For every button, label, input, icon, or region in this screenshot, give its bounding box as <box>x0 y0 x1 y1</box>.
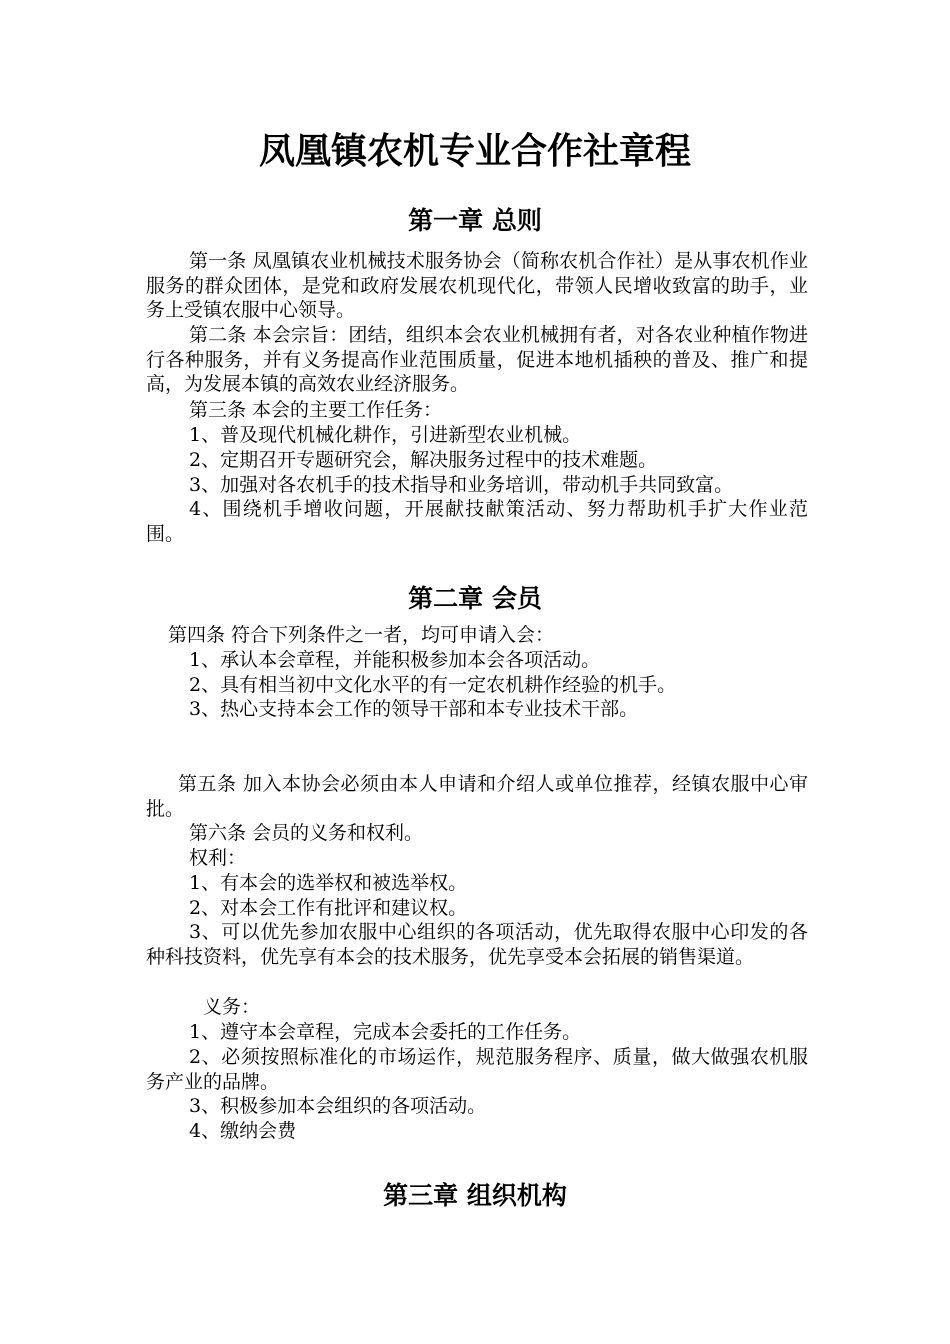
document-title: 凤凰镇农机专业合作社章程 <box>258 130 691 172</box>
article-5: 第五条 加入本协会必须由本人申请和介绍人或单位推荐，经镇农服中心审批。 <box>146 773 808 820</box>
duties-item: 4、缴纳会费 <box>189 1120 297 1142</box>
article-1: 第一条 凤凰镇农业机械技术服务协会（简称农机合作社）是从事农机作业服务的群众团体，是党和政府发展农机现代化，带领人民增收致富的助手，业务上受镇农服中心领导。 <box>146 250 808 321</box>
chapter-1-heading: 第一章 总则 <box>408 206 542 235</box>
task-item: 2、定期召开专题研究会，解决服务过程中的技术难题。 <box>189 449 658 471</box>
rights-item: 1、有本会的选举权和被选举权。 <box>189 872 468 894</box>
duties-item: 3、积极参加本会组织的各项活动。 <box>189 1095 487 1117</box>
task-item: 1、普及现代机械化耕作，引进新型农业机械。 <box>189 424 582 446</box>
article-4: 第四条 符合下列条件之一者，均可申请入会： <box>168 624 555 646</box>
duties-label: 义务： <box>203 996 261 1018</box>
task-item: 4、围绕机手增收问题，开展献技献策活动、努力帮助机手扩大作业范围。 <box>146 498 808 545</box>
article-6: 第六条 会员的义务和权利。 <box>189 822 424 844</box>
duties-item: 2、必须按照标准化的市场运作，规范服务程序、质量，做大做强农机服务产业的品牌。 <box>146 1046 808 1093</box>
article-3: 第三条 本会的主要工作任务： <box>189 399 443 421</box>
rights-item: 3、可以优先参加农服中心组织的各项活动，优先取得农服中心印发的各种科技资料，优先享有本会的技术服务，优先享受本会拓展的销售渠道。 <box>146 921 808 968</box>
chapter-2-heading: 第二章 会员 <box>408 584 542 613</box>
chapter-3-heading: 第三章 组织机构 <box>383 1181 567 1210</box>
condition-item: 3、热心支持本会工作的领导干部和本专业技术干部。 <box>189 698 639 720</box>
rights-item: 2、对本会工作有批评和建议权。 <box>189 897 468 919</box>
article-2: 第二条 本会宗旨：团结，组织本会农业机械拥有者，对各农业种植作物进行各种服务，并有义务提高作业范围质量，促进本地机插秧的普及、推广和提高，为发展本镇的高效农业经济服务。 <box>146 324 808 395</box>
task-item: 3、加强对各农机手的技术指导和业务培训，带动机手共同致富。 <box>189 474 734 496</box>
duties-item: 1、遵守本会章程，完成本会委托的工作任务。 <box>189 1021 582 1043</box>
rights-label: 权利： <box>189 847 247 869</box>
condition-item: 1、承认本会章程，并能积极参加本会各项活动。 <box>189 649 601 671</box>
condition-item: 2、具有相当初中文化水平的有一定农机耕作经验的机手。 <box>189 674 677 696</box>
